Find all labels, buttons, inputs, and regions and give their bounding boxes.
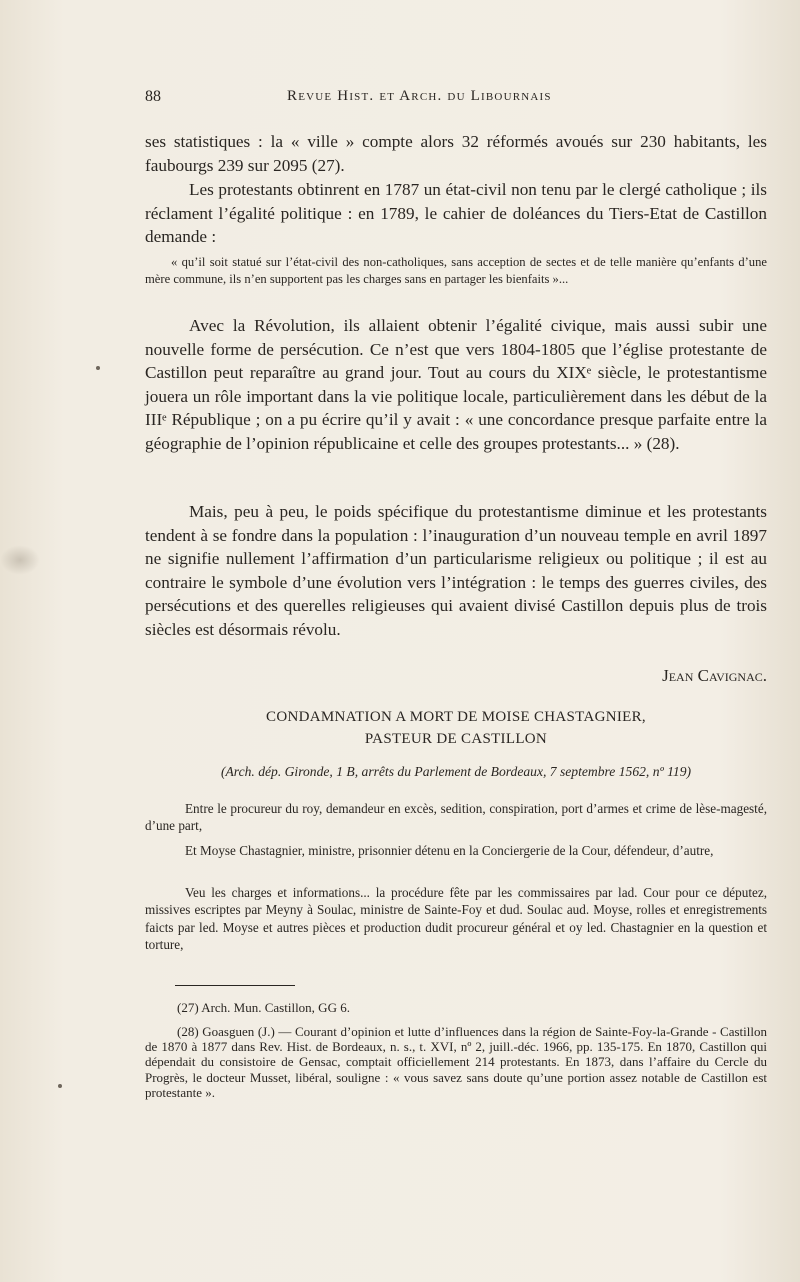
footnote-27: (27) Arch. Mun. Castillon, GG 6. (177, 1000, 350, 1015)
document-clause-3: Veu les charges et informations... la procédure fête par les commissaires par lad. Cour pour ce députez, missives escriptes par Meyny à Soulac, ministre de Sainte-Foy et dud. Soulac aud. Moyse, rolles et enregistrements faicts par led. Moyse et autres pièces et production dudit procureur général et oy led. Chastagnier en la question et torture, (145, 885, 767, 953)
ink-speck (96, 366, 100, 370)
running-header (145, 88, 767, 112)
author-signature: Jean Cavignac. (662, 666, 767, 685)
archive-source: (Arch. dép. Gironde, 1 B, arrêts du Parlement de Bordeaux, 7 septembre 1562, nº 119) (220, 764, 692, 779)
section-title (145, 706, 767, 750)
section-title-line1: CONDAMNATION A MORT DE MOISE CHASTAGNIER, (266, 709, 646, 725)
block-quote-cahier: « qu’il soit statué sur l’état-civil des non-catholiques, sans acception de sectes et de telle manière qu’enfants d’une mère commune, ils n’en supportent pas les charges sans en partager les bienfaits »... (145, 255, 767, 286)
paragraph-statistics: ses statistiques : la « ville » compte alors 32 réformés avoués sur 230 habitants, les faubourgs 239 sur 2095 (27). (145, 132, 767, 175)
running-title: Revue Hist. et Arch. du Libournais (287, 88, 552, 104)
footnote-rule (175, 985, 295, 986)
section-title-line2: PASTEUR DE CASTILLON (364, 731, 548, 747)
page-smudge (0, 545, 40, 575)
document-clause-2: Et Moyse Chastagnier, ministre, prisonnier détenu en la Conciergerie de la Cour, défendeur, d’autre, (185, 843, 714, 858)
ink-speck (58, 1084, 62, 1088)
page-number: 88 (145, 88, 161, 105)
footnote-28: (28) Goasguen (J.) — Courant d’opinion et lutte d’influences dans la région de Sainte-Foy-la-Grande - Castillon de 1870 à 1877 dans Rev. Hist. de Bordeaux, n. s., t. XVI, nº 2, juill.-déc. 1966, pp. 135-175. En 1870, Castillon qui dépendait du consistoire de Gensac, comptait officiellement 214 protestants. En 1873, dans l’affaire du Cercle du Progrès, le docteur Musset, libéral, souligne : « vous savez sans doute qu’une portion assez notable de Castillon est protestante ». (145, 1024, 767, 1100)
paragraph-etat-civil: Les protestants obtinrent en 1787 un état-civil non tenu par le clergé catholique ; ils réclament l’égalité politique : en 1789, le cahier de doléances du Tiers-Etat de Castillon demande : (145, 180, 767, 247)
paragraph-integration: Mais, peu à peu, le poids spécifique du protestantisme diminue et les protestants tendent à se fondre dans la population : l’inauguration d’un nouveau temple en avril 1897 ne signifie nullement l’affirmation d’un particularisme religieux ou politique ; il est au contraire le symbole d’une évolution vers l’intégration : le temps des guerres civiles, des persécutions et des querelles religieuses qui avaient divisé Castillon depuis plus de trois siècles est désormais révolu. (145, 502, 767, 639)
document-clause-1: Entre le procureur du roy, demandeur en excès, sedition, conspiration, port d’armes et crime de lèse-magesté, d’une part, (145, 801, 767, 834)
paragraph-revolution: Avec la Révolution, ils allaient obtenir l’égalité civique, mais aussi subir une nouvelle forme de persécution. Ce n’est que vers 1804-1805 que l’église protestante de Castillon peut reparaître au grand jour. Tout au cours du XIXᵉ siècle, le protestantisme jouera un rôle important dans la vie politique locale, particulièrement dans les début de la IIIᵉ République ; on a pu écrire qu’il y avait : « une concordance presque parfaite entre la géographie de l’opinion républicaine et celle des groupes protestants... » (28). (145, 316, 767, 453)
